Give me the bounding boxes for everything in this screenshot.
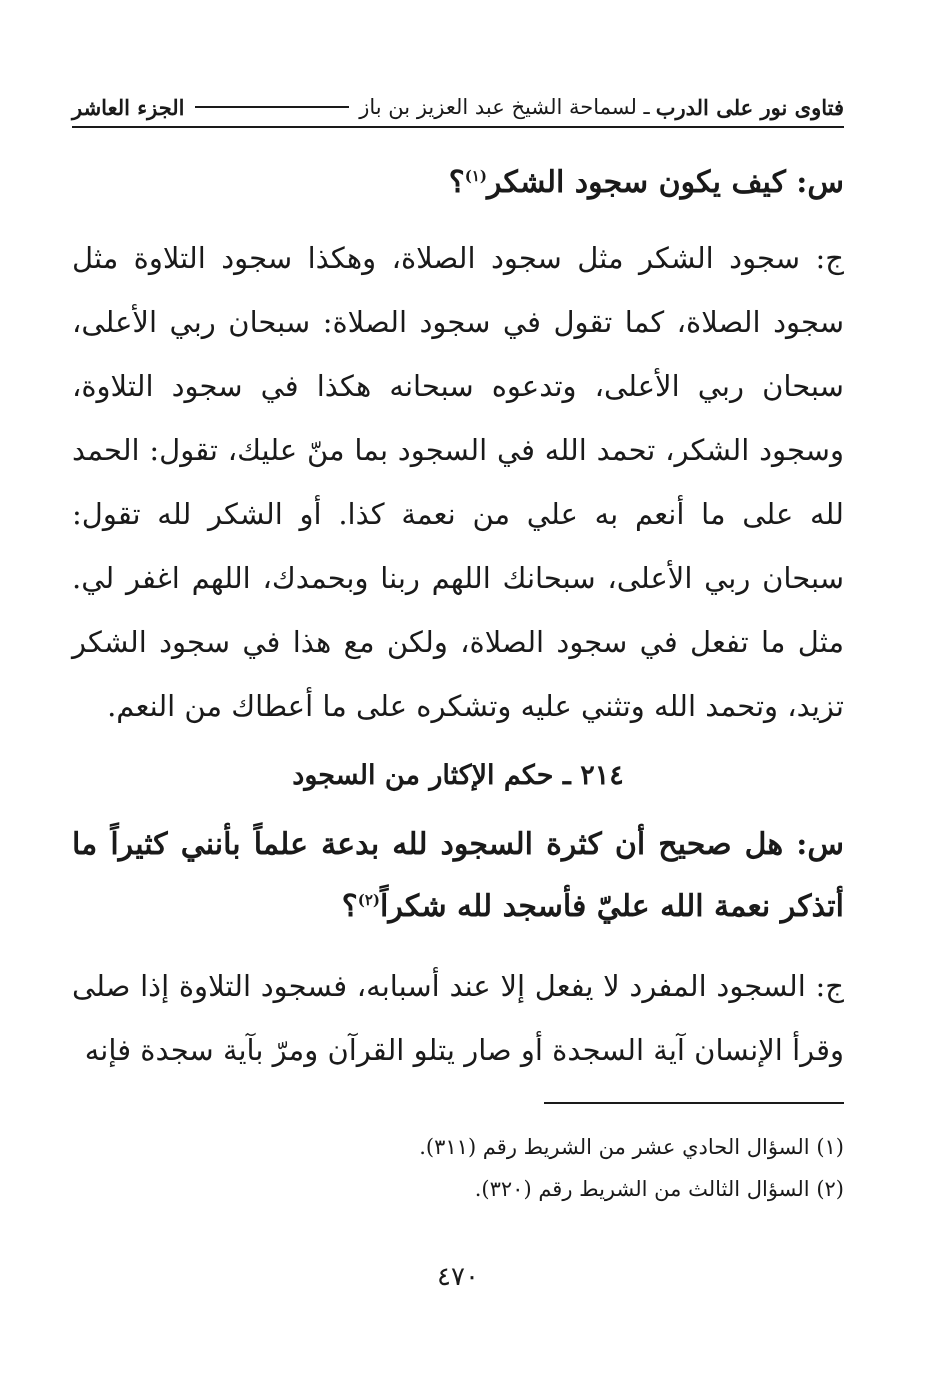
book-title: فتاوى نور على الدرب <box>655 94 844 120</box>
author-name: ـ لسماحة الشيخ عبد العزيز بن باز <box>359 95 650 119</box>
footnotes <box>72 1126 844 1210</box>
question-2-text: س: هل صحيح أن كثرة السجود لله بدعة علماً بأنني كثيراً ما أتذكر نعمة الله عليّ فأسجد لله شكراً <box>72 827 844 924</box>
question-1-text: س: كيف يكون سجود الشكر <box>486 165 844 200</box>
header-rule <box>195 106 350 108</box>
question-2-end: ؟ <box>341 889 358 924</box>
question-2 <box>72 814 844 938</box>
footnote-ref-1: (١) <box>464 167 487 185</box>
answer-1: ج: سجود الشكر مثل سجود الصلاة، وهكذا سجود التلاوة مثل سجود الصلاة، كما تقول في سجود الصلاة: سبحان ربي الأعلى، سبحان ربي الأعلى، وتدعوه سبحانه هكذا في سجود التلاوة، وسجود الشكر، تحمد الله في السجود بما منّ عليك، تقول: الحمد لله على ما أنعم به علي من نعمة كذا. أو الشكر لله تقول: سبحان ربي الأعلى، سبحانك اللهم ربنا وبحمدك، اللهم اغفر لي. مثل ما تفعل في سجود الصلاة، ولكن مع هذا في سجود الشكر تزيد، وتحمد الله وتثني عليه وتشكره على ما أعطاك من النعم. <box>72 241 844 723</box>
footnote-1: (١) السؤال الحادي عشر من الشريط رقم (٣١١). <box>419 1135 844 1159</box>
page-number: ٤٧٠ <box>437 1262 479 1292</box>
running-header <box>72 92 844 128</box>
section-heading: ٢١٤ ـ حكم الإكثار من السجود <box>292 760 624 791</box>
answer-2: ج: السجود المفرد لا يفعل إلا عند أسبابه، فسجود التلاوة إذا صلى وقرأ الإنسان آية السجدة أو صار يتلو القرآن ومرّ بآية سجدة فإنه <box>72 969 844 1067</box>
question-1-end: ؟ <box>448 165 465 200</box>
question-1 <box>72 152 844 214</box>
footnote-separator <box>544 1102 844 1104</box>
footnote-2: (٢) السؤال الثالث من الشريط رقم (٣٢٠). <box>474 1177 844 1201</box>
footnote-ref-2: (٢) <box>357 891 380 909</box>
volume-label: الجزء العاشر <box>72 94 185 120</box>
